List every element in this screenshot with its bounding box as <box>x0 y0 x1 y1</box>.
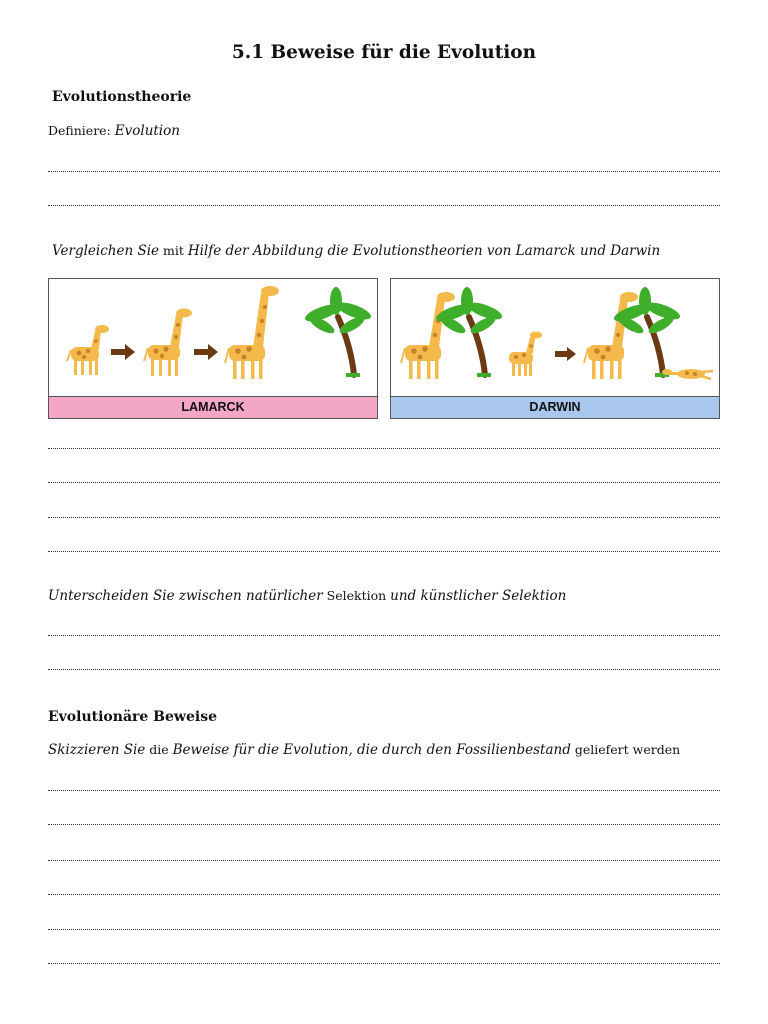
compare-italic-2: Hilfe der Abbildung die Evolutionstheorien von Lamarck und Darwin <box>187 243 661 259</box>
distinguish-italic-2: und künstlicher Selektion <box>390 588 567 604</box>
define-term: Evolution <box>114 123 180 139</box>
compare-prompt <box>52 243 660 259</box>
define-prefix: Definiere: <box>48 123 115 138</box>
lamarck-illustration <box>49 279 377 397</box>
darwin-figure-panel <box>390 278 720 419</box>
answer-line <box>48 625 720 636</box>
sketch-prompt <box>48 742 680 758</box>
section-heading-evolutionstheorie: Evolutionstheorie <box>52 89 192 105</box>
answer-line <box>48 195 720 206</box>
compare-plain-1: mit <box>159 243 188 258</box>
section-heading-evolutionaere-beweise: Evolutionäre Beweise <box>48 709 217 725</box>
sketch-italic-2: Beweise für die Evolution, die durch den Fossilienbestand <box>172 742 571 758</box>
fallen-giraffe <box>662 369 713 379</box>
lamarck-label: LAMARCK <box>49 396 377 418</box>
darwin-illustration <box>391 279 719 397</box>
answer-line <box>48 541 720 552</box>
compare-italic-1: Vergleichen Sie <box>52 243 160 259</box>
define-prompt <box>48 123 180 139</box>
answer-line <box>48 161 720 172</box>
answer-line <box>48 919 720 930</box>
answer-line <box>48 472 720 483</box>
answer-line <box>48 659 720 670</box>
lamarck-figure-panel <box>48 278 378 419</box>
sketch-plain-2: geliefert werden <box>570 742 681 757</box>
sketch-italic-1: Skizzieren Sie <box>48 742 146 758</box>
answer-line <box>48 507 720 518</box>
page-title: 5.1 Beweise für die Evolution <box>231 42 537 63</box>
answer-line <box>48 780 720 791</box>
darwin-label: DARWIN <box>391 396 719 418</box>
distinguish-plain-1: Selektion <box>322 588 391 603</box>
distinguish-prompt <box>48 588 566 604</box>
distinguish-italic-1: Unterscheiden Sie zwischen natürlicher <box>48 588 323 604</box>
answer-line <box>48 814 720 825</box>
sketch-plain-1: die <box>145 742 173 757</box>
answer-line <box>48 884 720 895</box>
answer-line <box>48 438 720 449</box>
answer-line <box>48 850 720 861</box>
answer-line <box>48 953 720 964</box>
